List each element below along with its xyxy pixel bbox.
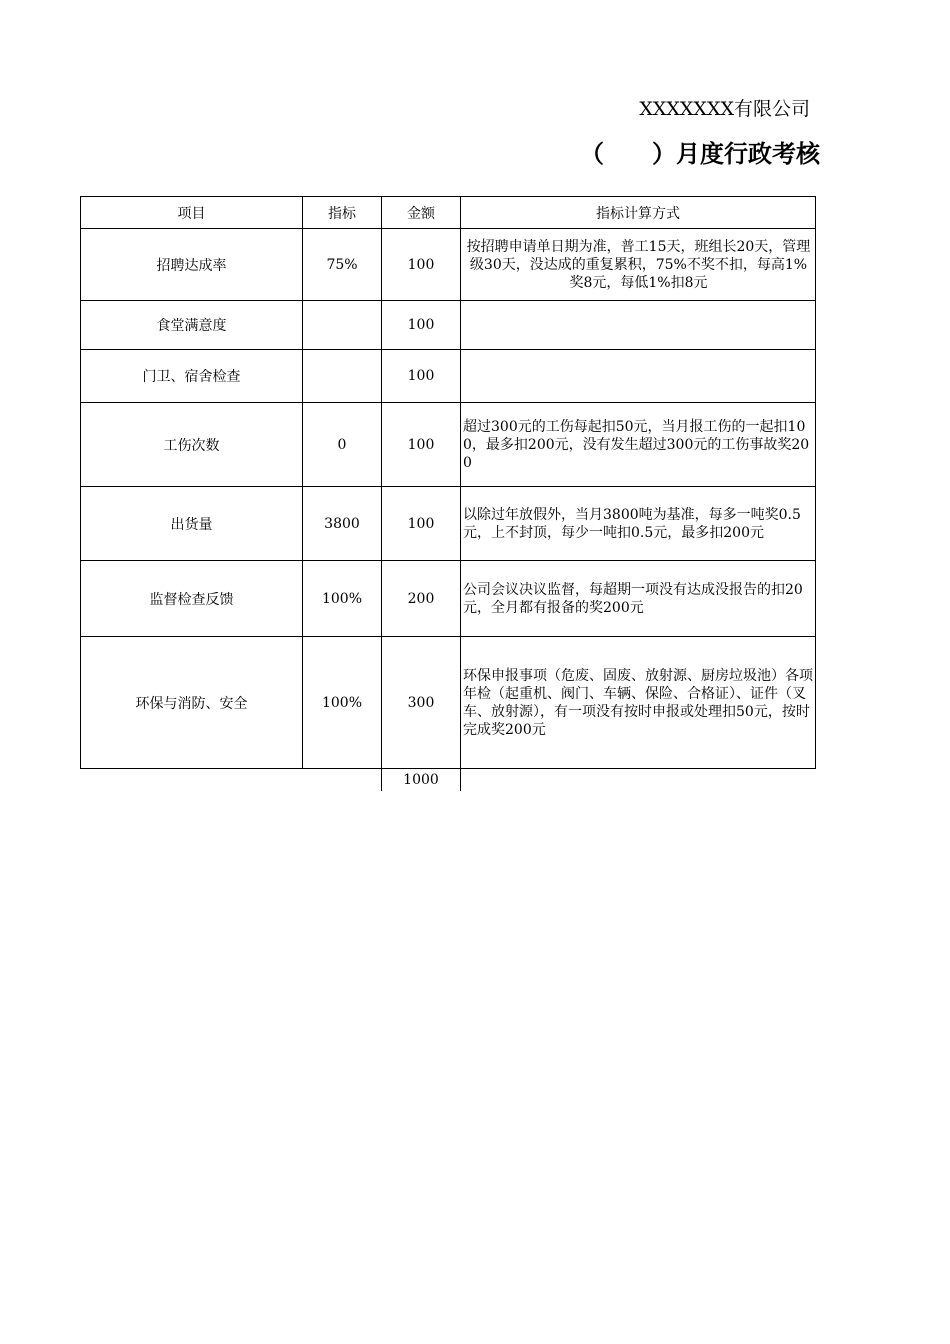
header-amount: 金额: [382, 197, 461, 229]
total-blank: [81, 769, 303, 792]
item-name: 门卫、宿舍检查: [81, 350, 303, 403]
total-blank: [461, 769, 816, 792]
table-row: [81, 487, 816, 561]
header-target: 指标: [303, 197, 382, 229]
item-target: 100%: [303, 637, 382, 769]
item-amount: 100: [382, 487, 461, 561]
item-name: 环保与消防、安全: [81, 637, 303, 769]
total-row: [81, 769, 816, 792]
item-method: 按招聘申请单日期为准，普工15天，班组长20天，管理级30天，没达成的重复累积，75%不奖不扣，每高1%奖8元，每低1%扣8元: [461, 229, 816, 301]
item-amount: 100: [382, 403, 461, 487]
table-row: [81, 301, 816, 350]
table-row: [81, 229, 816, 301]
item-target: 3800: [303, 487, 382, 561]
item-amount: 100: [382, 301, 461, 350]
item-target: 75%: [303, 229, 382, 301]
item-method: 公司会议决议监督，每超期一项没有达成没报告的扣20元，全月都有报备的奖200元: [461, 561, 816, 637]
item-target: [303, 350, 382, 403]
item-name: 出货量: [81, 487, 303, 561]
table-row: [81, 561, 816, 637]
item-name: 工伤次数: [81, 403, 303, 487]
item-method: 超过300元的工伤每起扣50元，当月报工伤的一起扣100，最多扣200元，没有发生超过300元的工伤事故奖200: [461, 403, 816, 487]
item-name: 招聘达成率: [81, 229, 303, 301]
report-title: （ ）月度行政考核: [580, 140, 820, 168]
item-name: 监督检查反馈: [81, 561, 303, 637]
header-item: 项目: [81, 197, 303, 229]
item-target: 100%: [303, 561, 382, 637]
total-blank: [303, 769, 382, 792]
table-row: [81, 637, 816, 769]
item-amount: 200: [382, 561, 461, 637]
item-method: [461, 350, 816, 403]
item-method: [461, 301, 816, 350]
item-target: 0: [303, 403, 382, 487]
total-amount: 1000: [382, 769, 461, 792]
header-method: 指标计算方式: [461, 197, 816, 229]
table-row: [81, 350, 816, 403]
item-name: 食堂满意度: [81, 301, 303, 350]
item-amount: 100: [382, 229, 461, 301]
assessment-table: [80, 196, 816, 791]
item-amount: 300: [382, 637, 461, 769]
item-target: [303, 301, 382, 350]
table-header-row: [81, 197, 816, 229]
item-method: 以除过年放假外，当月3800吨为基准，每多一吨奖0.5元，上不封顶，每少一吨扣0.5元，最多扣200元: [461, 487, 816, 561]
item-amount: 100: [382, 350, 461, 403]
item-method: 环保申报事项（危废、固废、放射源、厨房垃圾池）各项年检（起重机、阀门、车辆、保险、合格证）、证件（叉车、放射源），有一项没有按时申报或处理扣50元，按时完成奖200元: [461, 637, 816, 769]
company-name: XXXXXXX有限公司: [639, 98, 810, 120]
table-row: [81, 403, 816, 487]
